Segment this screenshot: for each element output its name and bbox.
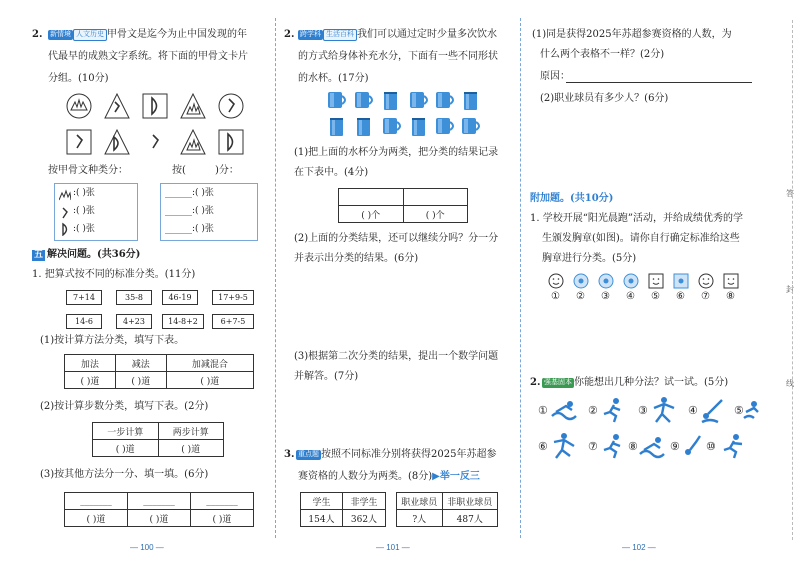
gymnastics-icon	[554, 433, 574, 458]
cup-mug-icon	[410, 92, 427, 108]
oracle-card-triangle-mountain-icon	[181, 94, 205, 118]
badge-number: ①	[551, 291, 560, 302]
expression-card: 7+14	[66, 290, 102, 305]
classify-by-type-label: 按甲骨文种类分：	[48, 165, 128, 176]
badge-number: ④	[626, 291, 635, 302]
extra-section-title: 附加题。(共10分)	[530, 193, 614, 204]
table-header: 两步计算	[158, 423, 224, 440]
q1-part2: (2)按计算步数分类，填写下表。(2分)	[40, 401, 209, 412]
cup-glass-icon	[357, 118, 370, 136]
oracle-cards-row2	[65, 128, 255, 160]
left-q2-number: 2.	[32, 29, 43, 40]
badge-number: ②	[576, 291, 585, 302]
expression-card: 6+7-5	[212, 314, 254, 329]
diving-icon	[702, 400, 722, 422]
table-cell: ( )道	[191, 510, 254, 527]
mid-q3-line2	[298, 470, 480, 484]
table-cell: 362人	[342, 510, 385, 527]
sport-pictograms-row2	[552, 432, 757, 460]
mid-q2-line1	[298, 28, 497, 42]
left-q2-line3: 分组。(10分)	[48, 73, 109, 84]
table-cell: 487人	[442, 510, 498, 527]
badge-number: ③	[601, 291, 610, 302]
mid-q2-part2a: (2)上面的分类结果，还可以继续分吗？分一分	[294, 233, 499, 244]
table-header: 学生	[301, 493, 343, 510]
table-header: 一步计算	[93, 423, 159, 440]
badge-number: ⑧	[726, 291, 735, 302]
cup-glass-icon	[384, 92, 397, 110]
table-cell: ( )道	[128, 510, 191, 527]
extra-q2-text: 你能想出几种分法？试一试。(5分)	[574, 377, 729, 388]
left-q2-line1	[48, 28, 247, 42]
page-number-left: — 100 —	[130, 543, 164, 552]
classify-by-custom-label-b: )分：	[215, 165, 239, 176]
cup-mug-icon	[436, 92, 453, 108]
badge-flower-icon	[624, 274, 638, 288]
table-cell: ( )个	[339, 206, 404, 223]
tag-interdisciplinary: 跨学科	[300, 31, 321, 38]
table-header-blank: _______	[65, 493, 128, 510]
oracle-card-triangle-people-icon	[105, 94, 129, 118]
cup-glass-icon	[464, 92, 477, 110]
sport-pictograms-row1	[550, 396, 760, 424]
binding-line	[792, 20, 793, 540]
type-count-row: :( )张	[73, 224, 95, 234]
badge-number: ⑦	[701, 291, 710, 302]
cup-classification-table	[338, 188, 468, 223]
binding-margin-char: 线	[786, 379, 794, 388]
tag-new-context: 新情境	[50, 31, 71, 38]
right-p1b: 什么两个表格不一样？(2分)	[540, 49, 665, 60]
cup-mug-icon	[328, 92, 345, 108]
mid-q3-text1: 按照不同标准分别将获得2025年苏超参	[321, 449, 497, 460]
custom-count-row: ______:( )张	[165, 206, 214, 216]
table-header: 加减混合	[166, 355, 253, 372]
mid-q2-part1a: (1)把上面的水杯分为两类，把分类的结果记录	[294, 147, 499, 158]
q1-title: 1. 把算式按不同的标准分类。(11分)	[32, 269, 196, 280]
table-cell: 154人	[301, 510, 343, 527]
table-cell: ?人	[397, 510, 443, 527]
q1-part3: (3)按其他方法分一分、填一填。(6分)	[40, 469, 209, 480]
badge-square-smiley-icon	[724, 274, 738, 288]
expression-card: 46-19	[162, 290, 198, 305]
sport-number: ④	[688, 404, 698, 417]
oracle-card-square-moon-icon	[219, 130, 243, 154]
oracle-cards-row1	[65, 92, 255, 122]
table-header-blank: _______	[191, 493, 254, 510]
mid-q2-part3b: 并解答。(7分)	[294, 371, 359, 382]
tag-key-question: 重点题	[298, 451, 319, 458]
oracle-card-triangle-moon-icon	[105, 130, 129, 154]
cup-glass-icon	[412, 118, 425, 136]
table-cell: ( )道	[115, 372, 166, 389]
sport-number: ⑦	[588, 440, 598, 453]
badge-flower-icon	[574, 274, 588, 288]
sport-number: ⑤	[734, 404, 744, 417]
badge-square-flower-icon	[674, 274, 688, 288]
badge-number: ⑥	[676, 291, 685, 302]
sport-number: ⑨	[670, 440, 680, 453]
mid-q2-part2b: 并表示出分类的结果。(6分)	[294, 253, 419, 264]
moon-icon	[63, 224, 67, 235]
oracle-card-circle-people-icon	[219, 94, 243, 118]
extra-q1-line3: 胸章进行分类。(5分)	[542, 253, 637, 264]
page-number-right: — 102 —	[622, 543, 656, 552]
table-cell: ( )道	[166, 372, 253, 389]
table-header: 职业球员	[397, 493, 443, 510]
table-by-steps	[92, 422, 224, 457]
swimming-icon	[552, 401, 576, 419]
running-icon	[604, 434, 620, 458]
sport-number: ⑩	[706, 440, 716, 453]
cup-mug-icon	[462, 118, 479, 134]
table-cell: ( )个	[403, 206, 468, 223]
sport-number: ⑧	[628, 440, 638, 453]
sport-number: ①	[538, 404, 548, 417]
oracle-card-square-people-icon	[67, 130, 91, 154]
binding-margin-char: 答	[786, 189, 794, 198]
table-cell: ( )道	[65, 510, 128, 527]
extra-q1-line2: 生颁发胸章(如图)。请你自行确定标准给这些	[542, 233, 740, 244]
classify-by-custom-label-a: 按(	[172, 165, 186, 176]
diving-icon	[685, 436, 700, 455]
left-q2-line2: 代最早的成熟文字系统。将下面的甲骨文卡片	[48, 51, 248, 62]
badge-number: ⑤	[651, 291, 660, 302]
table-header: 非学生	[342, 493, 385, 510]
section-5-number: 五	[34, 250, 44, 260]
page-number-middle: — 101 —	[376, 543, 410, 552]
extra-q1-line1: 1. 学校开展“阳光晨跑”活动，并给成绩优秀的学	[530, 213, 743, 224]
tag-history: 人文历史	[73, 29, 107, 41]
expression-card: 35-8	[116, 290, 152, 305]
table-cell: ( )道	[93, 440, 159, 457]
table-custom	[64, 492, 254, 527]
badges-row	[548, 272, 748, 290]
reason-label: 原因：	[540, 71, 570, 82]
running-icon	[604, 398, 620, 422]
custom-count-row: ______:( )张	[165, 224, 214, 234]
table-cell: ( )道	[158, 440, 224, 457]
tag-life-encyclopedia: 生活百科	[323, 29, 357, 41]
table-header: 减法	[115, 355, 166, 372]
extra-q2-line	[542, 376, 728, 390]
oracle-card-square-moon-icon	[143, 94, 167, 118]
swimming-icon	[744, 401, 758, 418]
player-table	[396, 492, 498, 527]
student-table	[300, 492, 386, 527]
badge-smiley-icon	[699, 274, 713, 288]
badge-flower-icon	[599, 274, 613, 288]
sport-number: ③	[638, 404, 648, 417]
column-divider	[520, 18, 521, 538]
expression-card: 4+23	[116, 314, 152, 329]
tag-foundation: 强基固本	[544, 379, 572, 386]
mid-q3-text2: 赛资格的人数分为两类。(8分)	[298, 471, 433, 482]
left-q2-text1: 甲骨文是迄今为止中国发现的年	[107, 29, 247, 40]
type-count-row: :( )张	[73, 206, 95, 216]
sport-number: ⑥	[538, 440, 548, 453]
people-icon	[63, 208, 67, 218]
column-divider	[275, 18, 276, 538]
mid-q2-line2: 的方式给身体补充水分，下面有一些不同形状	[298, 51, 498, 62]
custom-count-box	[160, 183, 258, 241]
binding-margin-char: 封	[786, 285, 794, 294]
mountain-icon	[59, 191, 71, 200]
badge-smiley-icon	[549, 274, 563, 288]
expression-card: 14-8+2	[162, 314, 204, 329]
mid-q2-number: 2.	[284, 29, 295, 40]
table-header-blank: _______	[128, 493, 191, 510]
table-cell-blank	[339, 189, 404, 206]
q1-part1: (1)按计算方法分类，填写下表。	[40, 335, 185, 346]
mid-q2-line3: 的水杯。(17分)	[298, 73, 369, 84]
section-5-header	[32, 248, 140, 262]
cup-mug-icon	[436, 118, 453, 134]
table-header: 加法	[65, 355, 116, 372]
expression-card: 17+9-5	[212, 290, 254, 305]
extra-q2-number: 2.	[530, 377, 541, 388]
custom-count-row: ______:( )张	[165, 188, 214, 198]
type-count-row: :( )张	[73, 188, 95, 198]
swimming-icon	[640, 437, 664, 457]
running-icon	[724, 434, 742, 458]
oracle-card-people-icon	[153, 135, 158, 148]
cup-mug-icon	[383, 118, 400, 134]
section-5-title: 解决问题。(共36分)	[47, 249, 141, 260]
type-count-box	[54, 183, 138, 241]
table-by-operation	[64, 354, 254, 389]
sport-number: ②	[588, 404, 598, 417]
right-p2: (2)职业球员有多少人？(6分)	[540, 93, 669, 104]
mid-q2-part3a: (3)根据第二次分类的结果，提出一个数学问题	[294, 351, 499, 362]
table-cell: ( )道	[65, 372, 116, 389]
water-cups-illustration	[326, 90, 496, 140]
cup-glass-icon	[330, 118, 343, 136]
oracle-card-triangle-mountain-icon	[67, 94, 91, 118]
extension-link[interactable]: ▶举一反三	[432, 471, 480, 482]
mid-q3-number: 3.	[284, 449, 295, 460]
type-glyphs	[59, 188, 71, 236]
mid-q2-part1b: 在下表中。(4分)	[294, 167, 369, 178]
table-cell-blank	[403, 189, 468, 206]
cup-mug-icon	[355, 92, 372, 108]
expression-card: 14-6	[66, 314, 102, 329]
reason-answer-line[interactable]	[566, 82, 752, 83]
mid-q3-line1	[296, 448, 496, 462]
table-header: 非职业球员	[442, 493, 498, 510]
gymnastics-icon	[654, 397, 674, 422]
right-p1a: (1)同是获得2025年苏超参赛资格的人数，为	[532, 29, 732, 40]
oracle-card-triangle-mountain-icon	[181, 130, 205, 154]
badge-square-smiley-icon	[649, 274, 663, 288]
mid-q2-text1: 我们可以通过定时少量多次饮水	[357, 29, 497, 40]
